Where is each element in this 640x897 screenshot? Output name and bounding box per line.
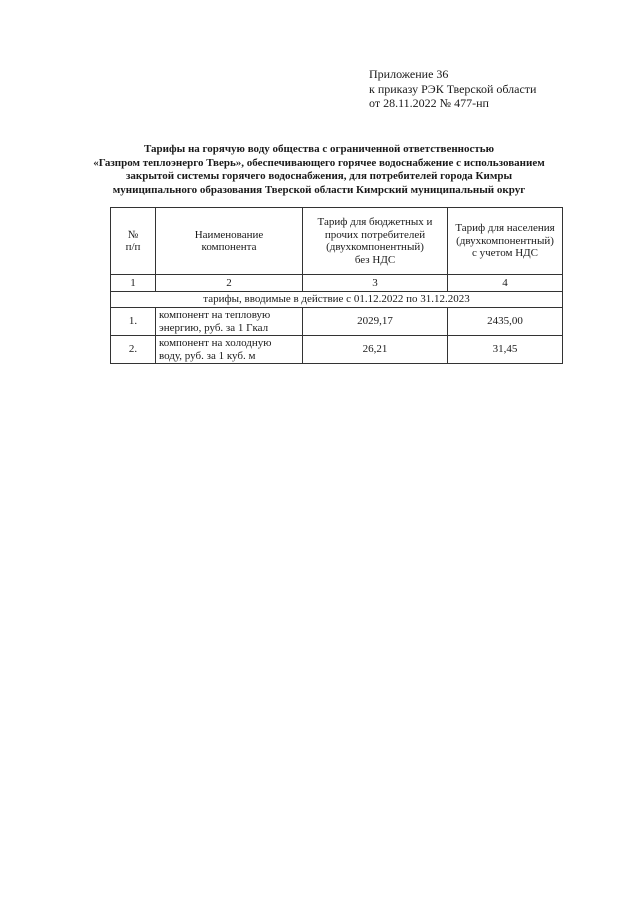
title-line-2: «Газпром теплоэнерго Тверь», обеспечивающего горячее водоснабжение с использованием [93, 156, 545, 169]
table-row [111, 336, 563, 364]
appendix-order: к приказу РЭК Тверской области [369, 81, 537, 96]
row-population-tariff: 31,45 [448, 336, 563, 364]
title-line-3: закрытой системы горячего водоснабжения, для потребителей города Кимры [125, 170, 513, 182]
header-budget-tariff: Тариф для бюджетных и прочих потребителей (двухкомпонентный) без НДС [303, 208, 448, 275]
table-header-row [111, 208, 563, 275]
appendix-number: Приложение 36 [369, 67, 449, 81]
column-number: 4 [448, 275, 563, 292]
header-population-tariff: Тариф для населения (двухкомпонентный) с учетом НДС [448, 208, 563, 275]
row-budget-tariff: 26,21 [303, 336, 448, 364]
column-number: 2 [156, 275, 303, 292]
column-number: 1 [111, 275, 156, 292]
header-num: № п/п [111, 208, 156, 275]
tariff-period: тарифы, вводимые в действие с 01.12.2022 по 31.12.2023 [111, 292, 563, 308]
appendix-date: от 28.11.2022 № 477-нп [369, 96, 489, 110]
row-num: 2. [111, 336, 156, 364]
row-name: компонент на холодную воду, руб. за 1 куб. м [156, 336, 303, 364]
header-name: Наименование компонента [156, 208, 303, 275]
column-numbers-row [111, 275, 563, 292]
appendix-reference [369, 67, 536, 111]
column-number: 3 [303, 275, 448, 292]
tariff-table [110, 207, 563, 364]
row-name: компонент на тепловую энергию, руб. за 1 Гкал [156, 308, 303, 336]
table-row [111, 308, 563, 336]
title-line-4: муниципального образования Тверской области Кимрский муниципальный округ [112, 183, 526, 196]
document-title [90, 143, 548, 197]
row-population-tariff: 2435,00 [448, 308, 563, 336]
title-line-1: Тарифы на горячую воду общества с ограниченной ответственностью [143, 143, 495, 155]
period-row [111, 292, 563, 308]
row-budget-tariff: 2029,17 [303, 308, 448, 336]
row-num: 1. [111, 308, 156, 336]
